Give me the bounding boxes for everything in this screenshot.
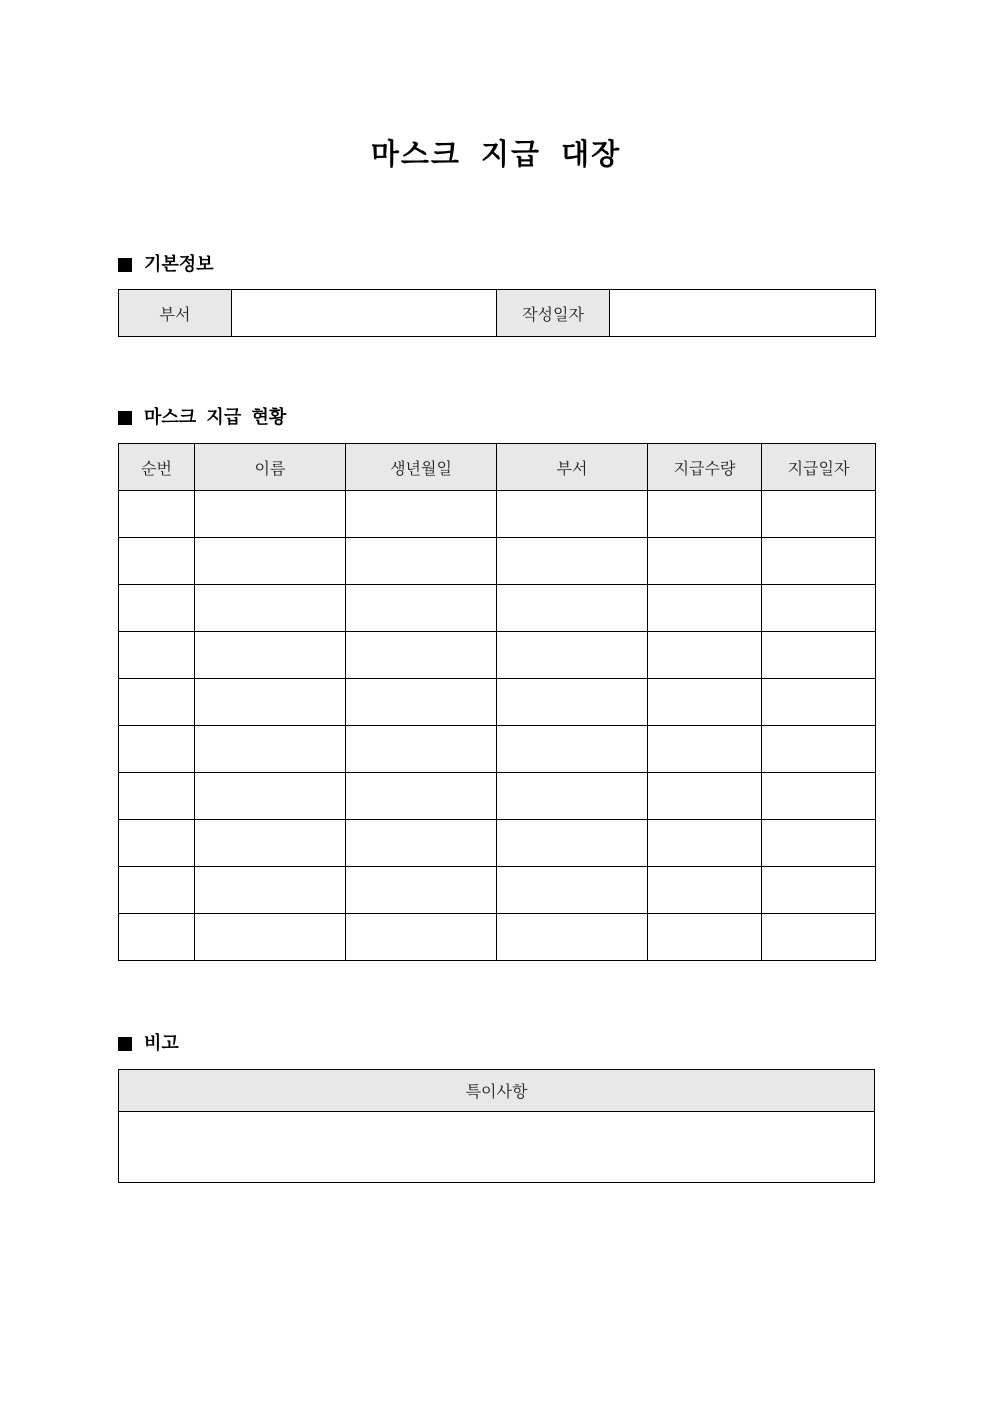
cell-department[interactable] <box>497 914 648 961</box>
table-row <box>119 820 876 867</box>
page-title: 마스크 지급 대장 <box>370 137 622 171</box>
cell-number[interactable] <box>119 773 195 820</box>
cell-date[interactable] <box>762 867 876 914</box>
cell-birthdate[interactable] <box>346 773 497 820</box>
cell-department[interactable] <box>497 585 648 632</box>
cell-number[interactable] <box>119 679 195 726</box>
table-row <box>119 914 876 961</box>
cell-date[interactable] <box>762 538 876 585</box>
cell-quantity[interactable] <box>648 820 762 867</box>
cell-quantity[interactable] <box>648 632 762 679</box>
table-row <box>119 538 876 585</box>
cell-birthdate[interactable] <box>346 491 497 538</box>
cell-date[interactable] <box>762 491 876 538</box>
cell-department[interactable] <box>497 632 648 679</box>
cell-birthdate[interactable] <box>346 538 497 585</box>
table-row <box>119 491 876 538</box>
cell-quantity[interactable] <box>648 585 762 632</box>
square-bullet-icon <box>118 411 132 425</box>
cell-number[interactable] <box>119 632 195 679</box>
basic-info-row <box>119 290 876 337</box>
table-row <box>119 632 876 679</box>
column-header-birthdate: 생년월일 <box>346 444 497 491</box>
cell-quantity[interactable] <box>648 867 762 914</box>
column-header-date: 지급일자 <box>762 444 876 491</box>
cell-name[interactable] <box>195 867 346 914</box>
cell-number[interactable] <box>119 538 195 585</box>
cell-quantity[interactable] <box>648 679 762 726</box>
table-row <box>119 867 876 914</box>
column-header-department: 부서 <box>497 444 648 491</box>
cell-department[interactable] <box>497 867 648 914</box>
department-field[interactable] <box>232 290 497 337</box>
table-row <box>119 773 876 820</box>
cell-birthdate[interactable] <box>346 632 497 679</box>
cell-birthdate[interactable] <box>346 820 497 867</box>
cell-number[interactable] <box>119 491 195 538</box>
cell-date[interactable] <box>762 585 876 632</box>
cell-number[interactable] <box>119 914 195 961</box>
cell-department[interactable] <box>497 773 648 820</box>
distribution-heading-label: 마스크 지급 현황 <box>144 407 287 428</box>
cell-date[interactable] <box>762 820 876 867</box>
cell-number[interactable] <box>119 585 195 632</box>
column-header-quantity: 지급수량 <box>648 444 762 491</box>
table-row <box>119 585 876 632</box>
cell-quantity[interactable] <box>648 914 762 961</box>
cell-name[interactable] <box>195 820 346 867</box>
table-row <box>119 679 876 726</box>
square-bullet-icon <box>118 258 132 272</box>
cell-birthdate[interactable] <box>346 867 497 914</box>
column-header-number: 순번 <box>119 444 195 491</box>
basic-info-table <box>118 289 876 337</box>
date-field[interactable] <box>610 290 876 337</box>
cell-department[interactable] <box>497 538 648 585</box>
cell-quantity[interactable] <box>648 773 762 820</box>
cell-number[interactable] <box>119 726 195 773</box>
cell-birthdate[interactable] <box>346 679 497 726</box>
cell-name[interactable] <box>195 726 346 773</box>
cell-birthdate[interactable] <box>346 726 497 773</box>
cell-date[interactable] <box>762 679 876 726</box>
remarks-heading-label: 비고 <box>144 1033 179 1054</box>
distribution-heading <box>118 406 286 430</box>
cell-birthdate[interactable] <box>346 914 497 961</box>
cell-department[interactable] <box>497 491 648 538</box>
remarks-header-row <box>119 1070 875 1112</box>
cell-name[interactable] <box>195 491 346 538</box>
cell-birthdate[interactable] <box>346 585 497 632</box>
square-bullet-icon <box>118 1037 132 1051</box>
distribution-header-row <box>119 444 876 491</box>
cell-name[interactable] <box>195 538 346 585</box>
cell-quantity[interactable] <box>648 491 762 538</box>
cell-department[interactable] <box>497 726 648 773</box>
cell-name[interactable] <box>195 632 346 679</box>
distribution-table <box>118 443 876 961</box>
remarks-heading <box>118 1032 179 1056</box>
cell-name[interactable] <box>195 773 346 820</box>
column-header-name: 이름 <box>195 444 346 491</box>
basic-info-heading-label: 기본정보 <box>144 254 214 275</box>
cell-number[interactable] <box>119 820 195 867</box>
cell-quantity[interactable] <box>648 726 762 773</box>
cell-department[interactable] <box>497 820 648 867</box>
cell-department[interactable] <box>497 679 648 726</box>
cell-name[interactable] <box>195 679 346 726</box>
cell-quantity[interactable] <box>648 538 762 585</box>
cell-date[interactable] <box>762 773 876 820</box>
cell-date[interactable] <box>762 914 876 961</box>
date-label: 작성일자 <box>497 290 610 337</box>
basic-info-heading <box>118 253 214 277</box>
distribution-body <box>119 491 876 961</box>
cell-number[interactable] <box>119 867 195 914</box>
cell-name[interactable] <box>195 585 346 632</box>
remarks-field[interactable] <box>119 1112 875 1183</box>
remarks-content-row <box>119 1112 875 1183</box>
cell-name[interactable] <box>195 914 346 961</box>
remarks-column-header: 특이사항 <box>119 1070 875 1112</box>
table-row <box>119 726 876 773</box>
cell-date[interactable] <box>762 726 876 773</box>
remarks-table <box>118 1069 875 1183</box>
cell-date[interactable] <box>762 632 876 679</box>
department-label: 부서 <box>119 290 232 337</box>
